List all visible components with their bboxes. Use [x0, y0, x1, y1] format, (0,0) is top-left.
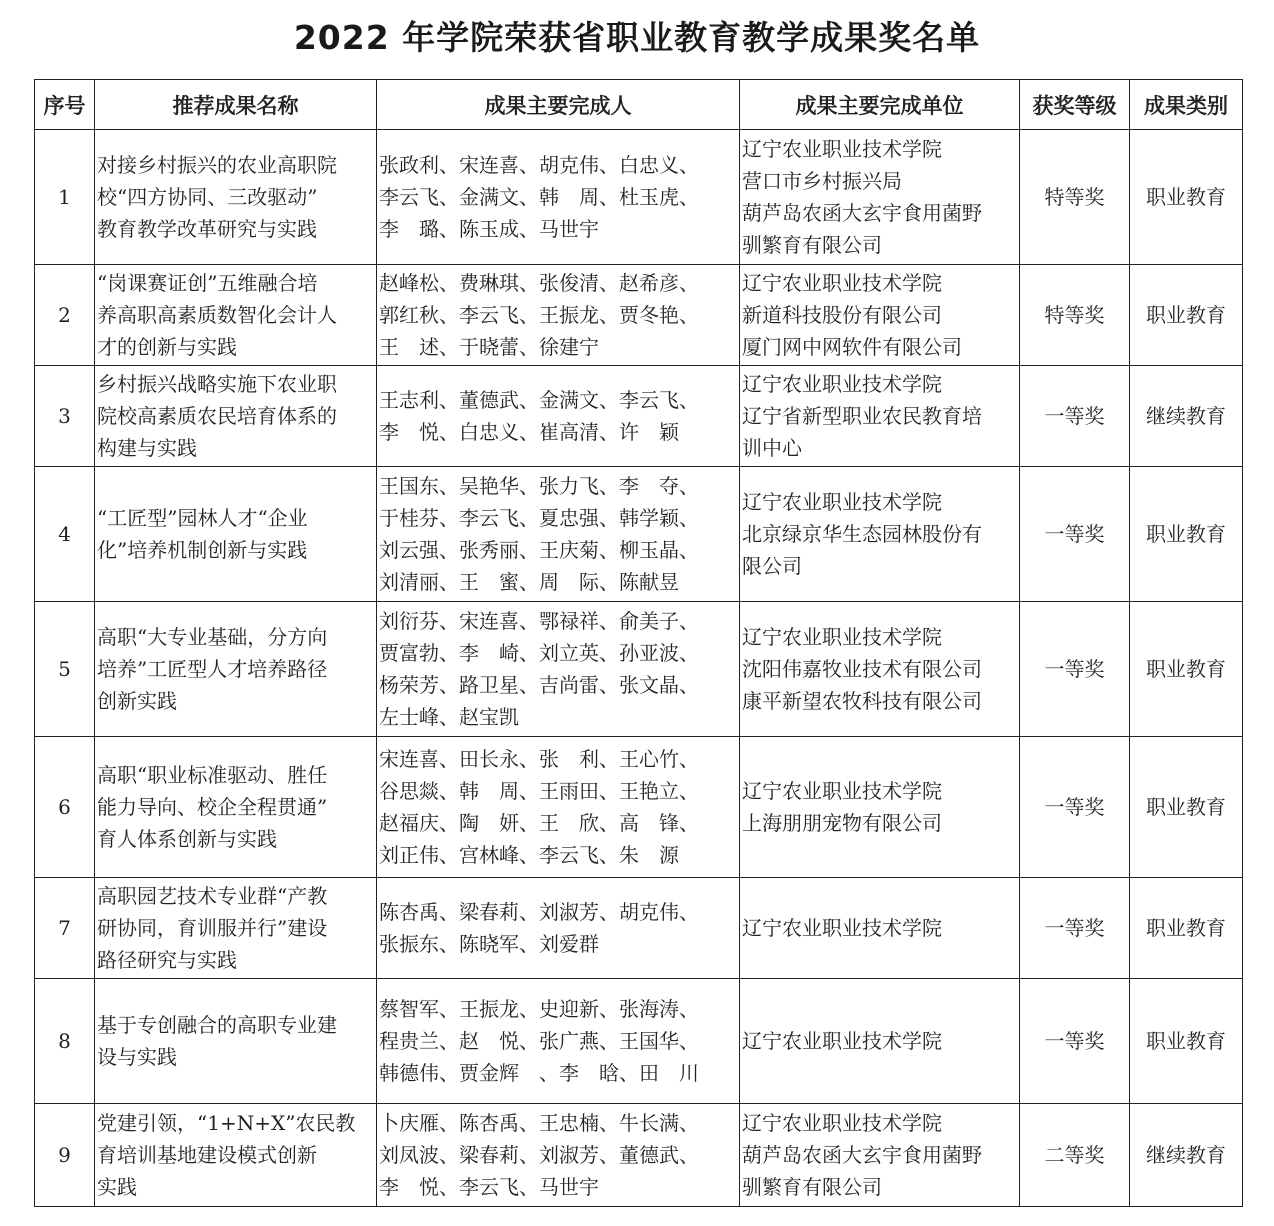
cell-people-line: 赵福庆、陶 妍、王 欣、高 锋、 [379, 811, 699, 835]
cell-org-line: 新道科技股份有限公司 [742, 303, 942, 327]
cell-level: 二等奖 [1020, 1104, 1130, 1207]
cell-people-line: 李 悦、李云飞、马世宇 [379, 1175, 599, 1199]
cell-people-line: 郭红秋、李云飞、王振龙、贾冬艳、 [379, 303, 699, 327]
cell-name-line: 高职“大专业基础，分方向 [97, 625, 328, 649]
cell-people-line: 刘凤波、梁春莉、刘淑芳、董德武、 [379, 1143, 699, 1167]
cell-name-line: 院校高素质农民培育体系的 [97, 404, 337, 428]
table-body [35, 130, 1243, 1207]
cell-people-line: 李 璐、陈玉成、马世宇 [379, 217, 599, 241]
cell-org-line: 康平新望农牧科技有限公司 [742, 689, 982, 713]
cell-people-line: 赵峰松、费琳琪、张俊清、赵希彦、 [379, 271, 699, 295]
cell-level: 一等奖 [1020, 467, 1130, 602]
cell-category: 职业教育 [1130, 265, 1243, 366]
cell-people-line: 贾富勃、李 崎、刘立英、孙亚波、 [379, 641, 699, 665]
cell-name-line: 对接乡村振兴的农业高职院 [97, 153, 337, 177]
cell-name [95, 979, 377, 1104]
cell-org-line: 辽宁省新型职业农民教育培 [742, 404, 982, 428]
cell-level: 一等奖 [1020, 737, 1130, 878]
table-row [35, 737, 1243, 878]
header-no: 序号 [35, 80, 95, 130]
cell-people [377, 737, 740, 878]
cell-name-line: 路径研究与实践 [97, 948, 237, 972]
cell-name-line: “岗课赛证创”五维融合培 [97, 271, 318, 295]
cell-name-line: 构建与实践 [97, 436, 197, 460]
cell-name-line: 设与实践 [97, 1045, 177, 1069]
cell-level: 一等奖 [1020, 979, 1130, 1104]
cell-category: 职业教育 [1130, 878, 1243, 979]
cell-name-line: 实践 [97, 1175, 137, 1199]
cell-people-line: 宋连喜、田长永、张 利、王心竹、 [379, 747, 699, 771]
cell-org-line: 厦门网中网软件有限公司 [742, 335, 962, 359]
cell-people [377, 467, 740, 602]
cell-name-line: 研协同，育训服并行”建设 [97, 916, 328, 940]
header-name: 推荐成果名称 [95, 80, 377, 130]
cell-no: 6 [35, 737, 95, 878]
cell-org-line: 葫芦岛农函大玄宇食用菌野 [742, 201, 982, 225]
cell-org-line: 辽宁农业职业技术学院 [742, 779, 942, 803]
cell-org-line: 上海朋朋宠物有限公司 [742, 811, 942, 835]
cell-name-line: 教育教学改革研究与实践 [97, 217, 317, 241]
table-row [35, 130, 1243, 265]
cell-people [377, 366, 740, 467]
cell-no: 8 [35, 979, 95, 1104]
header-org: 成果主要完成单位 [740, 80, 1020, 130]
header-category: 成果类别 [1130, 80, 1243, 130]
cell-org [740, 265, 1020, 366]
cell-name [95, 467, 377, 602]
cell-people-line: 于桂芬、李云飞、夏忠强、韩学颖、 [379, 506, 699, 530]
cell-name-line: 养高职高素质数智化会计人 [97, 303, 337, 327]
cell-name-line: 育培训基地建设模式创新 [97, 1143, 317, 1167]
cell-org-line: 北京绿京华生态园林股份有 [742, 522, 982, 546]
cell-category: 职业教育 [1130, 602, 1243, 737]
cell-category: 继续教育 [1130, 1104, 1243, 1207]
cell-org-line: 辽宁农业职业技术学院 [742, 1111, 942, 1135]
header-people: 成果主要完成人 [377, 80, 740, 130]
cell-level: 一等奖 [1020, 878, 1130, 979]
cell-name-line: 校“四方协同、三改驱动” [97, 185, 318, 209]
cell-people [377, 130, 740, 265]
cell-no: 9 [35, 1104, 95, 1207]
cell-level: 特等奖 [1020, 130, 1130, 265]
cell-org [740, 878, 1020, 979]
cell-name-line: 高职“职业标准驱动、胜任 [97, 763, 328, 787]
cell-no: 2 [35, 265, 95, 366]
cell-org-line: 辽宁农业职业技术学院 [742, 916, 942, 940]
cell-people-line: 韩德伟、贾金辉 、李 晗、田 川 [379, 1061, 699, 1085]
cell-people-line: 张振东、陈晓军、刘爱群 [379, 932, 599, 956]
header-row [35, 80, 1243, 130]
cell-level: 一等奖 [1020, 366, 1130, 467]
cell-people [377, 265, 740, 366]
cell-people-line: 程贵兰、赵 悦、张广燕、王国华、 [379, 1029, 699, 1053]
table-row [35, 878, 1243, 979]
table-row [35, 467, 1243, 602]
cell-org-line: 辽宁农业职业技术学院 [742, 625, 942, 649]
cell-name-line: 培养”工匠型人才培养路径 [97, 657, 328, 681]
cell-name [95, 737, 377, 878]
cell-org-line: 沈阳伟嘉牧业技术有限公司 [742, 657, 982, 681]
cell-org-line: 辽宁农业职业技术学院 [742, 372, 942, 396]
cell-category: 职业教育 [1130, 979, 1243, 1104]
table-row [35, 366, 1243, 467]
cell-people-line: 左士峰、赵宝凯 [379, 705, 519, 729]
page-title: 2022 年学院荣获省职业教育教学成果奖名单 [293, 18, 981, 57]
cell-people-line: 杨荣芳、路卫星、吉尚雷、张文晶、 [379, 673, 699, 697]
awards-table [34, 79, 1243, 1207]
cell-people-line: 李 悦、白忠义、崔高清、许 颖 [379, 420, 679, 444]
cell-level: 一等奖 [1020, 602, 1130, 737]
cell-people-line: 刘清丽、王 蜜、周 际、陈献昱 [379, 570, 679, 594]
cell-category: 职业教育 [1130, 130, 1243, 265]
cell-name-line: 化”培养机制创新与实践 [97, 538, 308, 562]
cell-name-line: 能力导向、校企全程贯通” [97, 795, 328, 819]
cell-people-line: 刘正伟、宫林峰、李云飞、朱 源 [379, 843, 679, 867]
cell-org [740, 366, 1020, 467]
cell-org-line: 辽宁农业职业技术学院 [742, 271, 942, 295]
cell-org [740, 602, 1020, 737]
cell-people-line: 刘云强、张秀丽、王庆菊、柳玉晶、 [379, 538, 699, 562]
cell-people-line: 张政利、宋连喜、胡克伟、白忠义、 [379, 153, 699, 177]
cell-people [377, 979, 740, 1104]
cell-name [95, 265, 377, 366]
cell-name-line: 育人体系创新与实践 [97, 827, 277, 851]
cell-people-line: 李云飞、金满文、韩 周、杜玉虎、 [379, 185, 699, 209]
cell-org-line: 限公司 [742, 554, 802, 578]
cell-name-line: 基于专创融合的高职专业建 [97, 1013, 337, 1037]
table-row [35, 602, 1243, 737]
cell-people-line: 卜庆雁、陈杏禹、王忠楠、牛长满、 [379, 1111, 699, 1135]
cell-org-line: 辽宁农业职业技术学院 [742, 1029, 942, 1053]
cell-people [377, 878, 740, 979]
cell-org-line: 驯繁育有限公司 [742, 233, 882, 257]
cell-name [95, 366, 377, 467]
table-row [35, 1104, 1243, 1207]
cell-org-line: 葫芦岛农函大玄宇食用菌野 [742, 1143, 982, 1167]
cell-people [377, 602, 740, 737]
cell-level: 特等奖 [1020, 265, 1130, 366]
cell-name-line: “工匠型”园林人才“企业 [97, 506, 308, 530]
cell-no: 4 [35, 467, 95, 602]
cell-people-line: 王志利、董德武、金满文、李云飞、 [379, 388, 699, 412]
cell-no: 3 [35, 366, 95, 467]
cell-people-line: 刘衍芬、宋连喜、鄂禄祥、俞美子、 [379, 609, 699, 633]
cell-name-line: 乡村振兴战略实施下农业职 [97, 372, 337, 396]
cell-org-line: 训中心 [742, 436, 802, 460]
cell-category: 职业教育 [1130, 737, 1243, 878]
table-row [35, 265, 1243, 366]
cell-name [95, 130, 377, 265]
cell-no: 1 [35, 130, 95, 265]
cell-org-line: 辽宁农业职业技术学院 [742, 137, 942, 161]
cell-category: 职业教育 [1130, 467, 1243, 602]
cell-people-line: 王国东、吴艳华、张力飞、李 夺、 [379, 474, 699, 498]
cell-org-line: 营口市乡村振兴局 [742, 169, 902, 193]
cell-people-line: 陈杏禹、梁春莉、刘淑芳、胡克伟、 [379, 900, 699, 924]
cell-org-line: 辽宁农业职业技术学院 [742, 490, 942, 514]
cell-name-line: 高职园艺技术专业群“产教 [97, 884, 328, 908]
header-level: 获奖等级 [1020, 80, 1130, 130]
cell-name-line: 党建引领，“1+N+X”农民教 [97, 1111, 356, 1135]
cell-org [740, 1104, 1020, 1207]
cell-no: 5 [35, 602, 95, 737]
cell-people [377, 1104, 740, 1207]
cell-category: 继续教育 [1130, 366, 1243, 467]
cell-org [740, 130, 1020, 265]
cell-name [95, 878, 377, 979]
cell-people-line: 谷思燚、韩 周、王雨田、王艳立、 [379, 779, 699, 803]
cell-name [95, 1104, 377, 1207]
cell-name-line: 创新实践 [97, 689, 177, 713]
cell-org [740, 979, 1020, 1104]
cell-no: 7 [35, 878, 95, 979]
cell-name-line: 才的创新与实践 [97, 335, 237, 359]
cell-name [95, 602, 377, 737]
table-row [35, 979, 1243, 1104]
cell-org [740, 737, 1020, 878]
cell-org-line: 驯繁育有限公司 [742, 1175, 882, 1199]
cell-people-line: 蔡智军、王振龙、史迎新、张海涛、 [379, 997, 699, 1021]
cell-org [740, 467, 1020, 602]
cell-people-line: 王 述、于晓蕾、徐建宁 [379, 335, 599, 359]
